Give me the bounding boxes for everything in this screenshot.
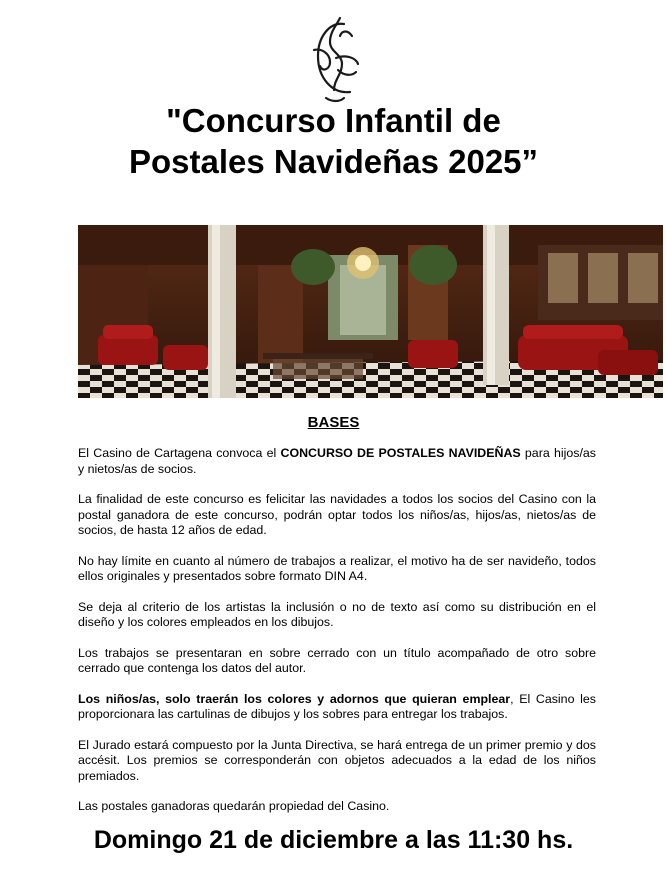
paragraph-1-part-c: para hijos/as y nietos/as de socios. [78,446,596,476]
title-line-2: Postales Navideñas 2025” [128,143,539,180]
bases-heading: BASES [307,414,360,431]
paragraph-7: El Jurado estará compuesto por la Junta Directiva, se hará entrega de un primer premio y dos accésit. Los premios se corresponderán con objetos adecuados a la edad de los niños premiados. [78,737,596,783]
paragraph-8: Las postales ganadoras quedarán propiedad del Casino. [78,799,390,813]
paragraph-6-bold: Los niños/as, solo traerán los colores y adornos que quieran emplear [78,691,511,706]
event-date: Domingo 21 de diciembre a las 11:30 hs. [93,826,574,854]
paragraph-4: Se deja al criterio de los artistas la inclusión o no de texto así como su distribución en el diseño y los colores empleados en los dibujos. [78,599,596,629]
paragraph-5: Los trabajos se presentaran en sobre cerrado con un título acompañado de otro sobre cerrado que contenga los datos del autor. [78,645,596,675]
paragraph-1-part-a: El Casino de Cartagena convoca el [78,446,281,460]
contest-name: CONCURSO DE POSTALES NAVIDEÑAS [280,446,521,460]
paragraph-3: No hay límite en cuanto al número de trabajos a realizar, el motivo ha de ser navideño, todos ellos originales y presentados sobre formato DIN A4. [78,553,596,583]
paragraph-2: La finalidad de este concurso es felicitar las navidades a todos los socios del Casino con la postal ganadora de este concurso, podrán optar todos los niños/as, hijos/as, nietos/as de socios, de hasta 12 años de edad. [78,492,596,537]
title-line-1: "Concurso Infantil de [166,102,501,139]
page-title [0,100,667,182]
casino-hall-photo [78,225,663,398]
rules-body [78,446,596,830]
paragraph-1 [78,446,596,477]
casino-monogram-icon [300,14,370,104]
paragraph-6 [78,692,596,723]
paragraph-6-rest: , El Casino les proporcionara las cartulinas de dibujos y los sobres para entregar los trabajos. [78,691,596,721]
